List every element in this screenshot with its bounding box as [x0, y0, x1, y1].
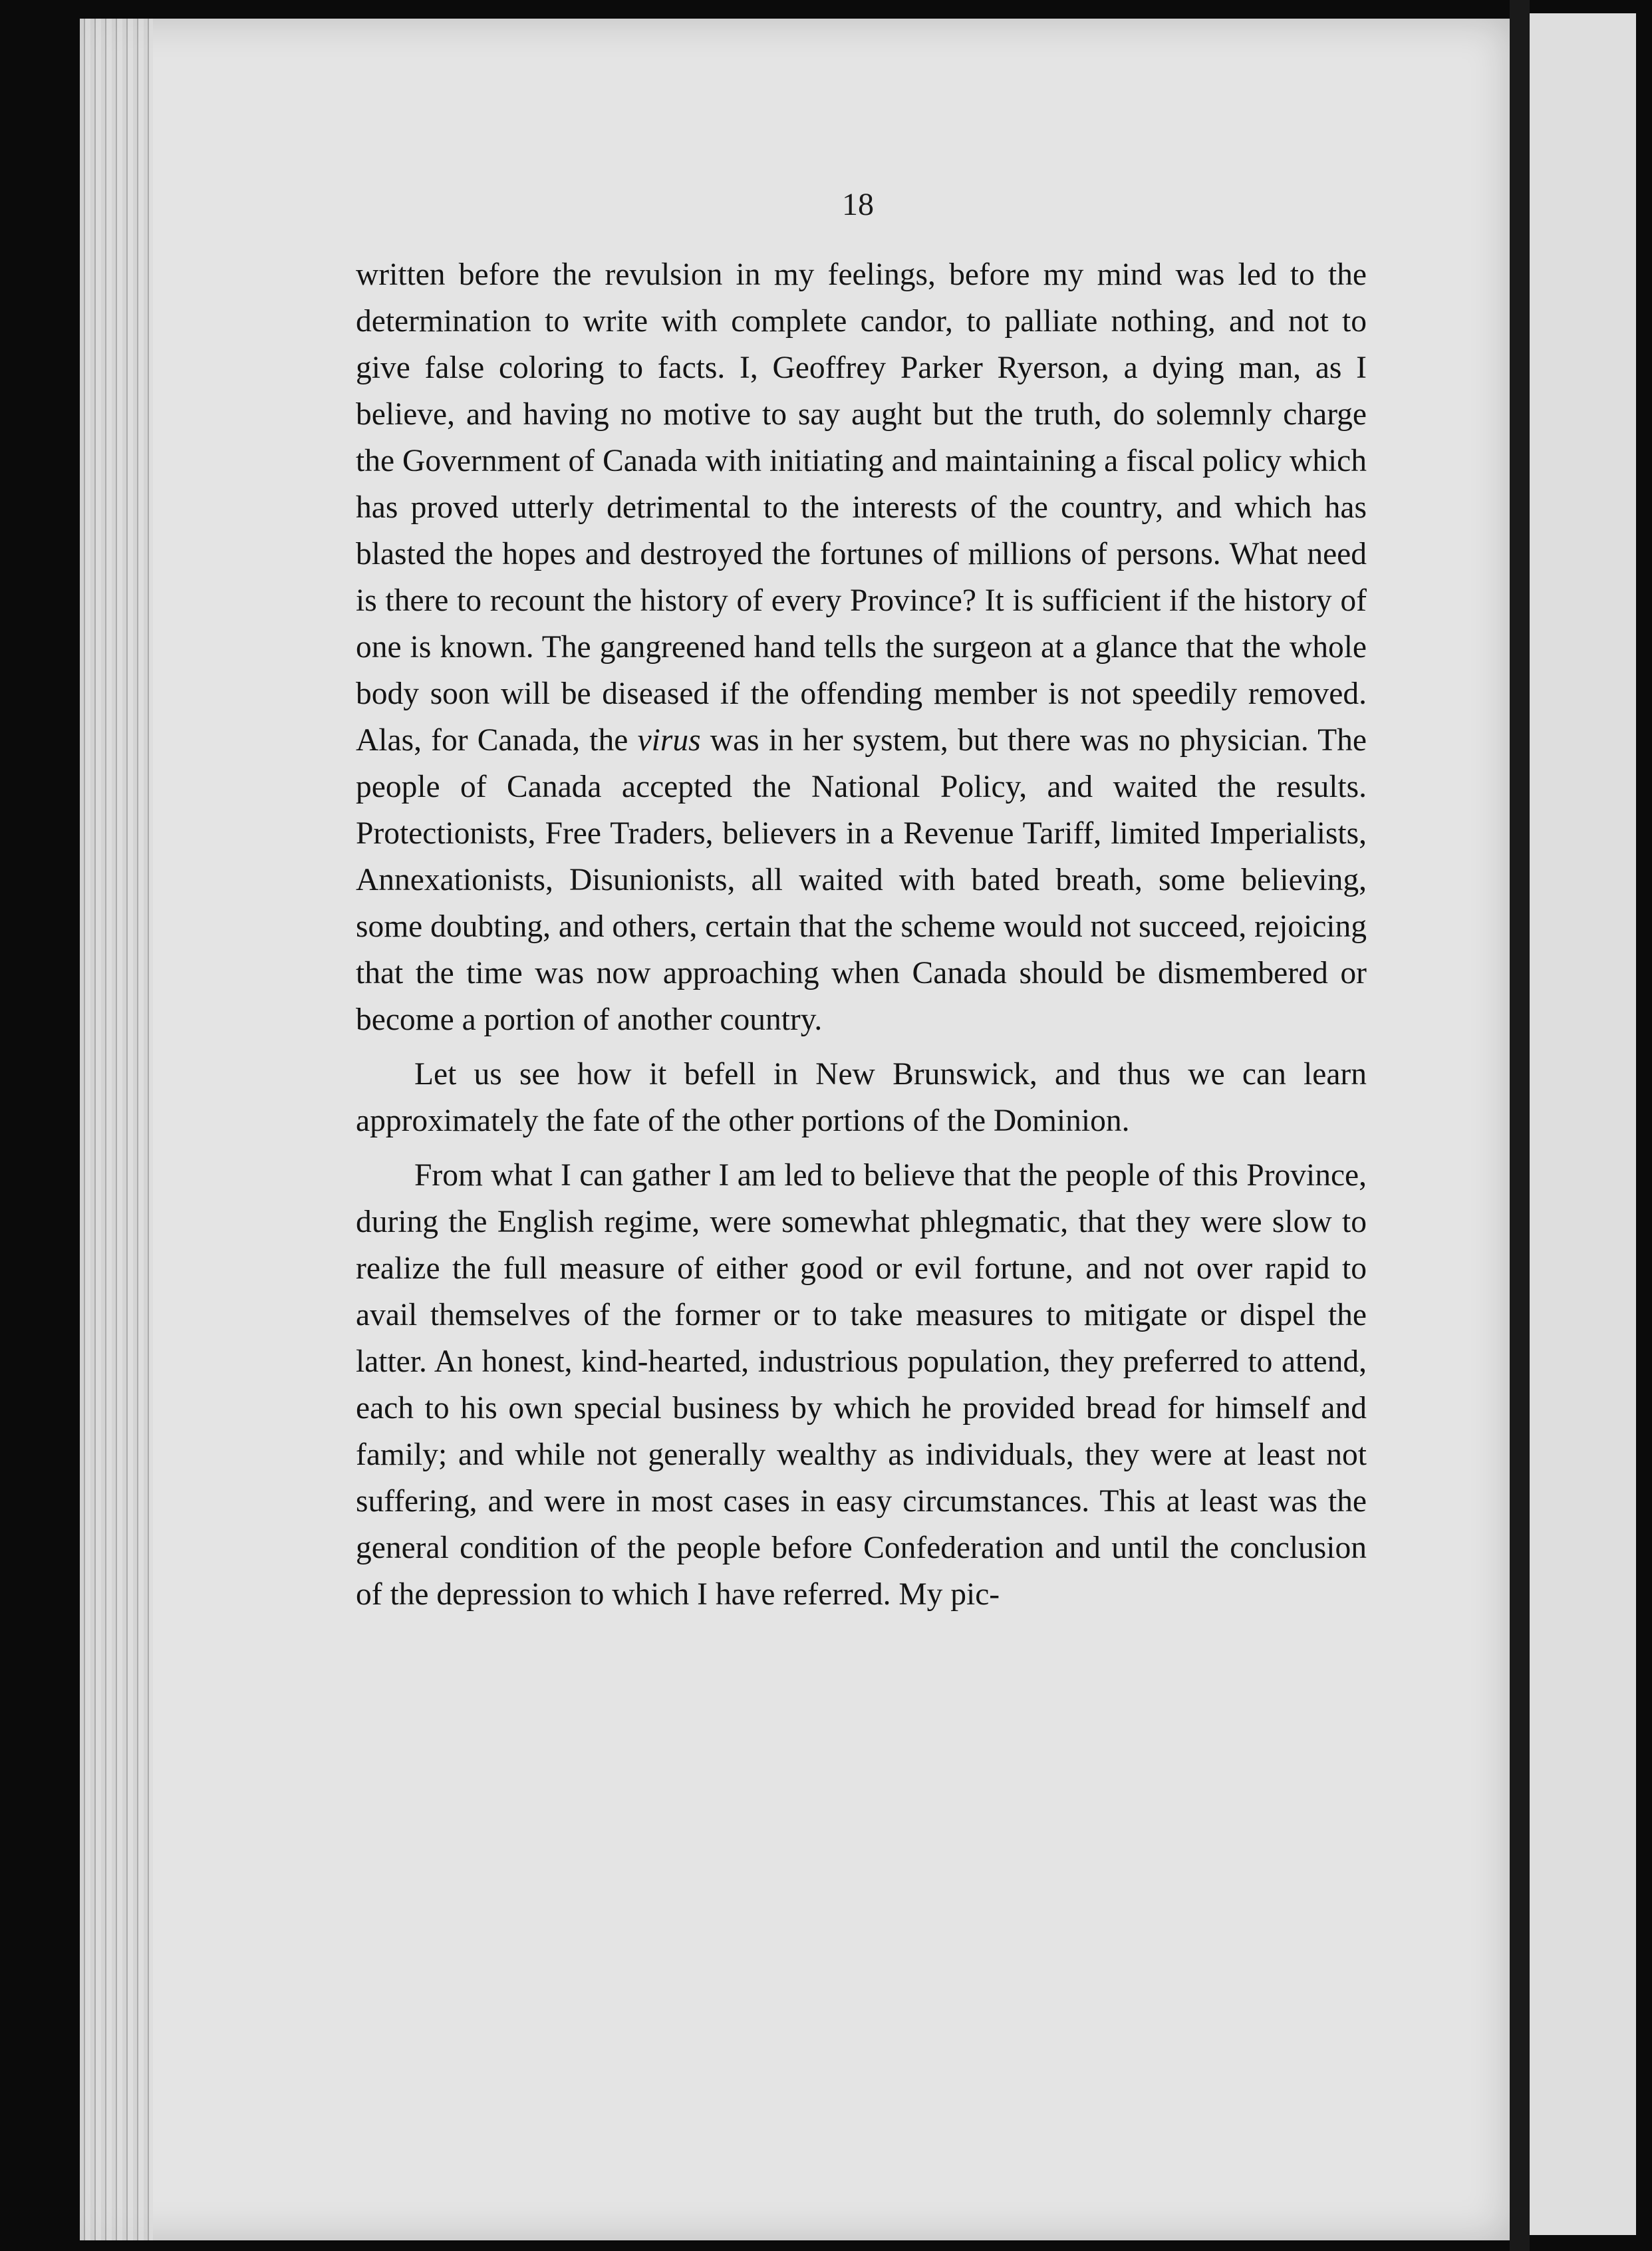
paragraph-1-part-b: was in her system, but there was no physician. The people of Canada accepted the National Policy, and waited the results. Protectionists, Free Traders, believers in a Revenue Tariff, limited Imperialists, Annexationists, Disunionists, all waited with bated breath, some believing, some doubting, and others, certain that the scheme would not succeed, rejoicing that the time was now approaching when Canada should be dismembered or become a portion of another country. [356, 723, 1367, 1037]
page-edges [80, 19, 153, 2240]
body-text [356, 251, 1367, 1618]
paragraph-1 [356, 251, 1367, 1043]
next-page-edge [1530, 13, 1636, 2235]
page-number: 18 [842, 187, 874, 222]
italic-word-virus: virus [637, 723, 701, 758]
paragraph-3: From what I can gather I am led to believe that the people of this Province, during the English regime, were somewhat phlegmatic, that they were slow to realize the full measure of either good or evil fortune, and not over rapid to avail themselves of the former or to take measures to mitigate or dispel the latter. An honest, kind-hearted, industrious population, they preferred to attend, each to his own special business by which he provided bread for himself and family; and while not generally wealthy as individuals, they were at least not suffering, and were in most cases in easy circumstances. This at least was the general condition of the people before Confederation and until the conclusion of the depression to which I have referred. My pic- [356, 1158, 1367, 1612]
paragraph-1-part-a: written before the revulsion in my feelings, before my mind was led to the determination to write with complete candor, to palliate nothing, and not to give false coloring to facts. I, Geoffrey Parker Ryerson, a dying man, as I believe, and having no motive to say aught but the truth, do solemnly charge the Government of Canada with initiating and maintaining a fiscal policy which has proved utterly detrimental to the interests of the country, and which has blasted the hopes and destroyed the fortunes of millions of persons. What need is there to recount the history of every Province? It is sufficient if the history of one is known. The gangreened hand tells the surgeon at a glance that the whole body soon will be diseased if the offending member is not speedily removed. Alas, for Canada, the [356, 257, 1367, 758]
paragraph-2: Let us see how it befell in New Brunswick, and thus we can learn approximately the fate of the other portions of the Dominion. [356, 1057, 1367, 1138]
binding-strip [1510, 0, 1530, 2251]
